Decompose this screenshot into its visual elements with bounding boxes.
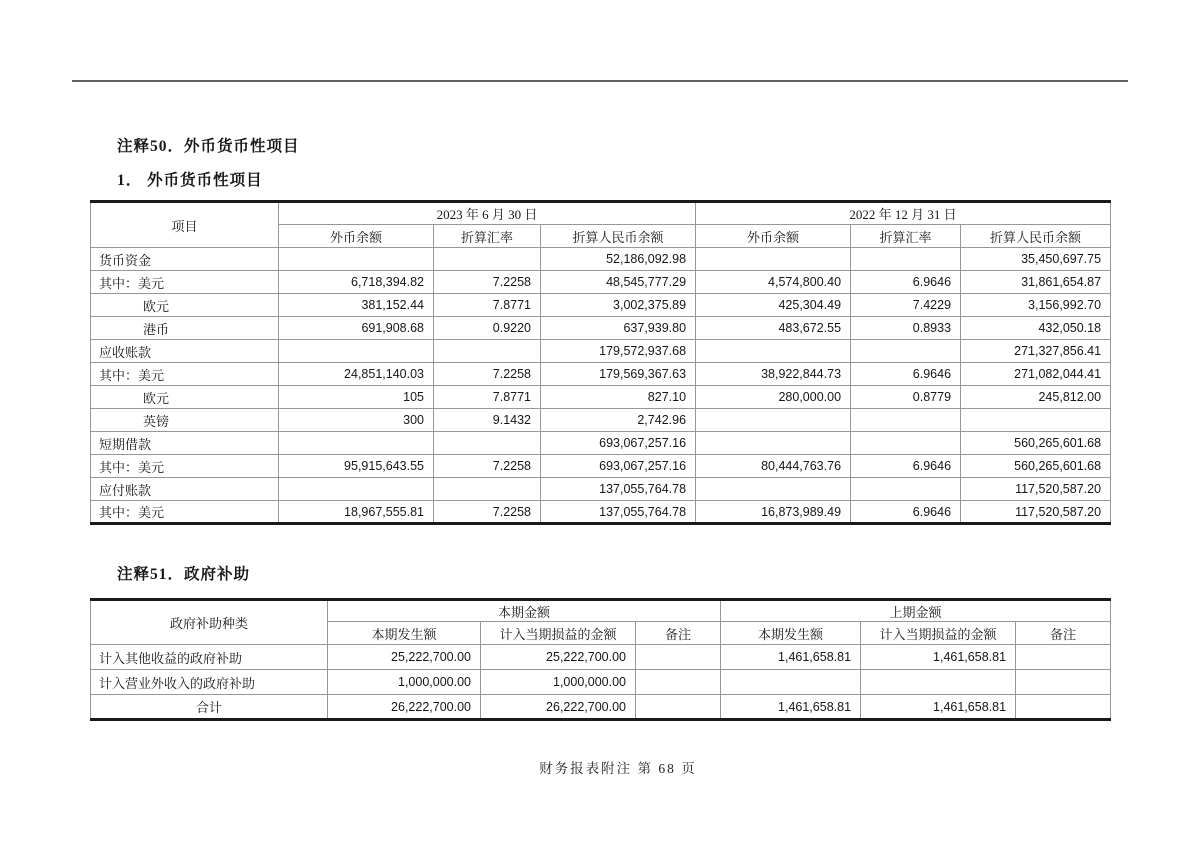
cell: 117,520,587.20 bbox=[961, 478, 1111, 501]
row-label: 其中：美元 bbox=[91, 501, 279, 524]
col-header-grant-type: 政府补助种类 bbox=[91, 600, 328, 645]
row-label: 英镑 bbox=[91, 409, 279, 432]
table-row bbox=[91, 455, 1111, 478]
cell: 381,152.44 bbox=[279, 294, 434, 317]
table-row bbox=[91, 340, 1111, 363]
col-header-rmb-balance: 折算人民币余额 bbox=[961, 225, 1111, 248]
cell: 827.10 bbox=[541, 386, 696, 409]
cell: 38,922,844.73 bbox=[696, 363, 851, 386]
cell: 25,222,700.00 bbox=[328, 645, 481, 670]
table-row bbox=[91, 645, 1111, 670]
cell: 271,327,856.41 bbox=[961, 340, 1111, 363]
cell: 7.2258 bbox=[434, 271, 541, 294]
cell: 6.9646 bbox=[851, 455, 961, 478]
cell: 2,742.96 bbox=[541, 409, 696, 432]
cell: 280,000.00 bbox=[696, 386, 851, 409]
cell: 693,067,257.16 bbox=[541, 455, 696, 478]
cell bbox=[696, 409, 851, 432]
cell: 105 bbox=[279, 386, 434, 409]
cell: 95,915,643.55 bbox=[279, 455, 434, 478]
row-label: 计入其他收益的政府补助 bbox=[91, 645, 328, 670]
table-row bbox=[91, 294, 1111, 317]
cell: 7.8771 bbox=[434, 294, 541, 317]
cell: 137,055,764.78 bbox=[541, 501, 696, 524]
cell: 1,461,658.81 bbox=[861, 645, 1016, 670]
cell: 26,222,700.00 bbox=[481, 695, 636, 720]
cell: 117,520,587.20 bbox=[961, 501, 1111, 524]
table-row bbox=[91, 409, 1111, 432]
cell: 16,873,989.49 bbox=[696, 501, 851, 524]
cell bbox=[961, 409, 1111, 432]
row-label: 应收账款 bbox=[91, 340, 279, 363]
cell: 425,304.49 bbox=[696, 294, 851, 317]
col-header-item: 项目 bbox=[91, 202, 279, 248]
table-header-row bbox=[91, 600, 1111, 622]
cell: 693,067,257.16 bbox=[541, 432, 696, 455]
cell bbox=[279, 432, 434, 455]
cell: 3,002,375.89 bbox=[541, 294, 696, 317]
cell: 1,000,000.00 bbox=[481, 670, 636, 695]
cell bbox=[1016, 645, 1111, 670]
cell: 179,569,367.63 bbox=[541, 363, 696, 386]
cell bbox=[636, 670, 721, 695]
col-group-prior-period: 上期金额 bbox=[721, 600, 1111, 622]
col-header-amount-incurred: 本期发生额 bbox=[721, 622, 861, 645]
col-header-fc-balance: 外币余额 bbox=[696, 225, 851, 248]
cell: 7.2258 bbox=[434, 455, 541, 478]
cell bbox=[1016, 695, 1111, 720]
cell: 0.9220 bbox=[434, 317, 541, 340]
row-label: 短期借款 bbox=[91, 432, 279, 455]
cell: 271,082,044.41 bbox=[961, 363, 1111, 386]
cell: 31,861,654.87 bbox=[961, 271, 1111, 294]
cell: 4,574,800.40 bbox=[696, 271, 851, 294]
cell: 7.2258 bbox=[434, 363, 541, 386]
cell: 7.2258 bbox=[434, 501, 541, 524]
row-label: 欧元 bbox=[91, 386, 279, 409]
cell bbox=[851, 478, 961, 501]
col-group-2023: 2023 年 6 月 30 日 bbox=[279, 202, 696, 225]
row-label: 应付账款 bbox=[91, 478, 279, 501]
cell: 560,265,601.68 bbox=[961, 455, 1111, 478]
cell bbox=[434, 340, 541, 363]
cell: 25,222,700.00 bbox=[481, 645, 636, 670]
cell: 1,000,000.00 bbox=[328, 670, 481, 695]
cell: 6,718,394.82 bbox=[279, 271, 434, 294]
row-label: 欧元 bbox=[91, 294, 279, 317]
col-header-remark: 备注 bbox=[636, 622, 721, 645]
cell: 7.8771 bbox=[434, 386, 541, 409]
row-label: 其中：美元 bbox=[91, 271, 279, 294]
col-header-rmb-balance: 折算人民币余额 bbox=[541, 225, 696, 248]
col-header-rate: 折算汇率 bbox=[434, 225, 541, 248]
table-header-row bbox=[91, 202, 1111, 225]
cell bbox=[279, 478, 434, 501]
cell: 0.8933 bbox=[851, 317, 961, 340]
cell: 483,672.55 bbox=[696, 317, 851, 340]
col-header-amount-in-pl: 计入当期损益的金额 bbox=[481, 622, 636, 645]
cell bbox=[851, 432, 961, 455]
cell bbox=[696, 248, 851, 271]
page-footer: 财务报表附注 第 68 页 bbox=[539, 761, 697, 776]
cell bbox=[279, 248, 434, 271]
row-label: 计入营业外收入的政府补助 bbox=[91, 670, 328, 695]
cell: 35,450,697.75 bbox=[961, 248, 1111, 271]
cell: 9.1432 bbox=[434, 409, 541, 432]
cell bbox=[851, 340, 961, 363]
cell: 300 bbox=[279, 409, 434, 432]
note50-heading: 注释50．外币货币性项目 bbox=[117, 138, 300, 155]
table-row bbox=[91, 501, 1111, 524]
government-grant-table bbox=[90, 598, 1111, 721]
cell bbox=[434, 478, 541, 501]
cell: 3,156,992.70 bbox=[961, 294, 1111, 317]
cell bbox=[696, 340, 851, 363]
col-header-amount-in-pl: 计入当期损益的金额 bbox=[861, 622, 1016, 645]
cell: 18,967,555.81 bbox=[279, 501, 434, 524]
cell: 560,265,601.68 bbox=[961, 432, 1111, 455]
cell: 24,851,140.03 bbox=[279, 363, 434, 386]
cell: 1,461,658.81 bbox=[721, 695, 861, 720]
table-row bbox=[91, 248, 1111, 271]
table-row bbox=[91, 478, 1111, 501]
cell bbox=[1016, 670, 1111, 695]
cell: 0.8779 bbox=[851, 386, 961, 409]
cell: 52,186,092.98 bbox=[541, 248, 696, 271]
cell bbox=[861, 670, 1016, 695]
col-group-2022: 2022 年 12 月 31 日 bbox=[696, 202, 1111, 225]
cell bbox=[434, 432, 541, 455]
cell: 179,572,937.68 bbox=[541, 340, 696, 363]
cell: 6.9646 bbox=[851, 363, 961, 386]
table-row bbox=[91, 670, 1111, 695]
col-header-remark: 备注 bbox=[1016, 622, 1111, 645]
cell bbox=[279, 340, 434, 363]
col-header-amount-incurred: 本期发生额 bbox=[328, 622, 481, 645]
table-row bbox=[91, 695, 1111, 720]
cell: 137,055,764.78 bbox=[541, 478, 696, 501]
col-header-fc-balance: 外币余额 bbox=[279, 225, 434, 248]
note50-sub-heading: 1． 外币货币性项目 bbox=[117, 172, 263, 189]
page-top-rule bbox=[72, 80, 1128, 82]
cell bbox=[434, 248, 541, 271]
table-row bbox=[91, 271, 1111, 294]
col-header-rate: 折算汇率 bbox=[851, 225, 961, 248]
row-label: 港币 bbox=[91, 317, 279, 340]
cell: 80,444,763.76 bbox=[696, 455, 851, 478]
table-row bbox=[91, 317, 1111, 340]
cell bbox=[696, 478, 851, 501]
table-row bbox=[91, 386, 1111, 409]
table-row bbox=[91, 363, 1111, 386]
cell: 6.9646 bbox=[851, 271, 961, 294]
row-label: 其中：美元 bbox=[91, 455, 279, 478]
cell: 245,812.00 bbox=[961, 386, 1111, 409]
col-group-current-period: 本期金额 bbox=[328, 600, 721, 622]
cell: 26,222,700.00 bbox=[328, 695, 481, 720]
foreign-currency-table bbox=[90, 200, 1111, 525]
cell bbox=[696, 432, 851, 455]
cell: 432,050.18 bbox=[961, 317, 1111, 340]
cell bbox=[851, 409, 961, 432]
table-row bbox=[91, 432, 1111, 455]
cell: 637,939.80 bbox=[541, 317, 696, 340]
cell: 7.4229 bbox=[851, 294, 961, 317]
note51-heading: 注释51．政府补助 bbox=[117, 566, 251, 583]
cell bbox=[636, 645, 721, 670]
cell: 1,461,658.81 bbox=[721, 645, 861, 670]
row-label: 其中：美元 bbox=[91, 363, 279, 386]
row-label: 货币资金 bbox=[91, 248, 279, 271]
cell: 1,461,658.81 bbox=[861, 695, 1016, 720]
cell: 6.9646 bbox=[851, 501, 961, 524]
row-label-total: 合计 bbox=[91, 695, 328, 720]
cell: 48,545,777.29 bbox=[541, 271, 696, 294]
cell: 691,908.68 bbox=[279, 317, 434, 340]
cell bbox=[851, 248, 961, 271]
cell bbox=[636, 695, 721, 720]
cell bbox=[721, 670, 861, 695]
